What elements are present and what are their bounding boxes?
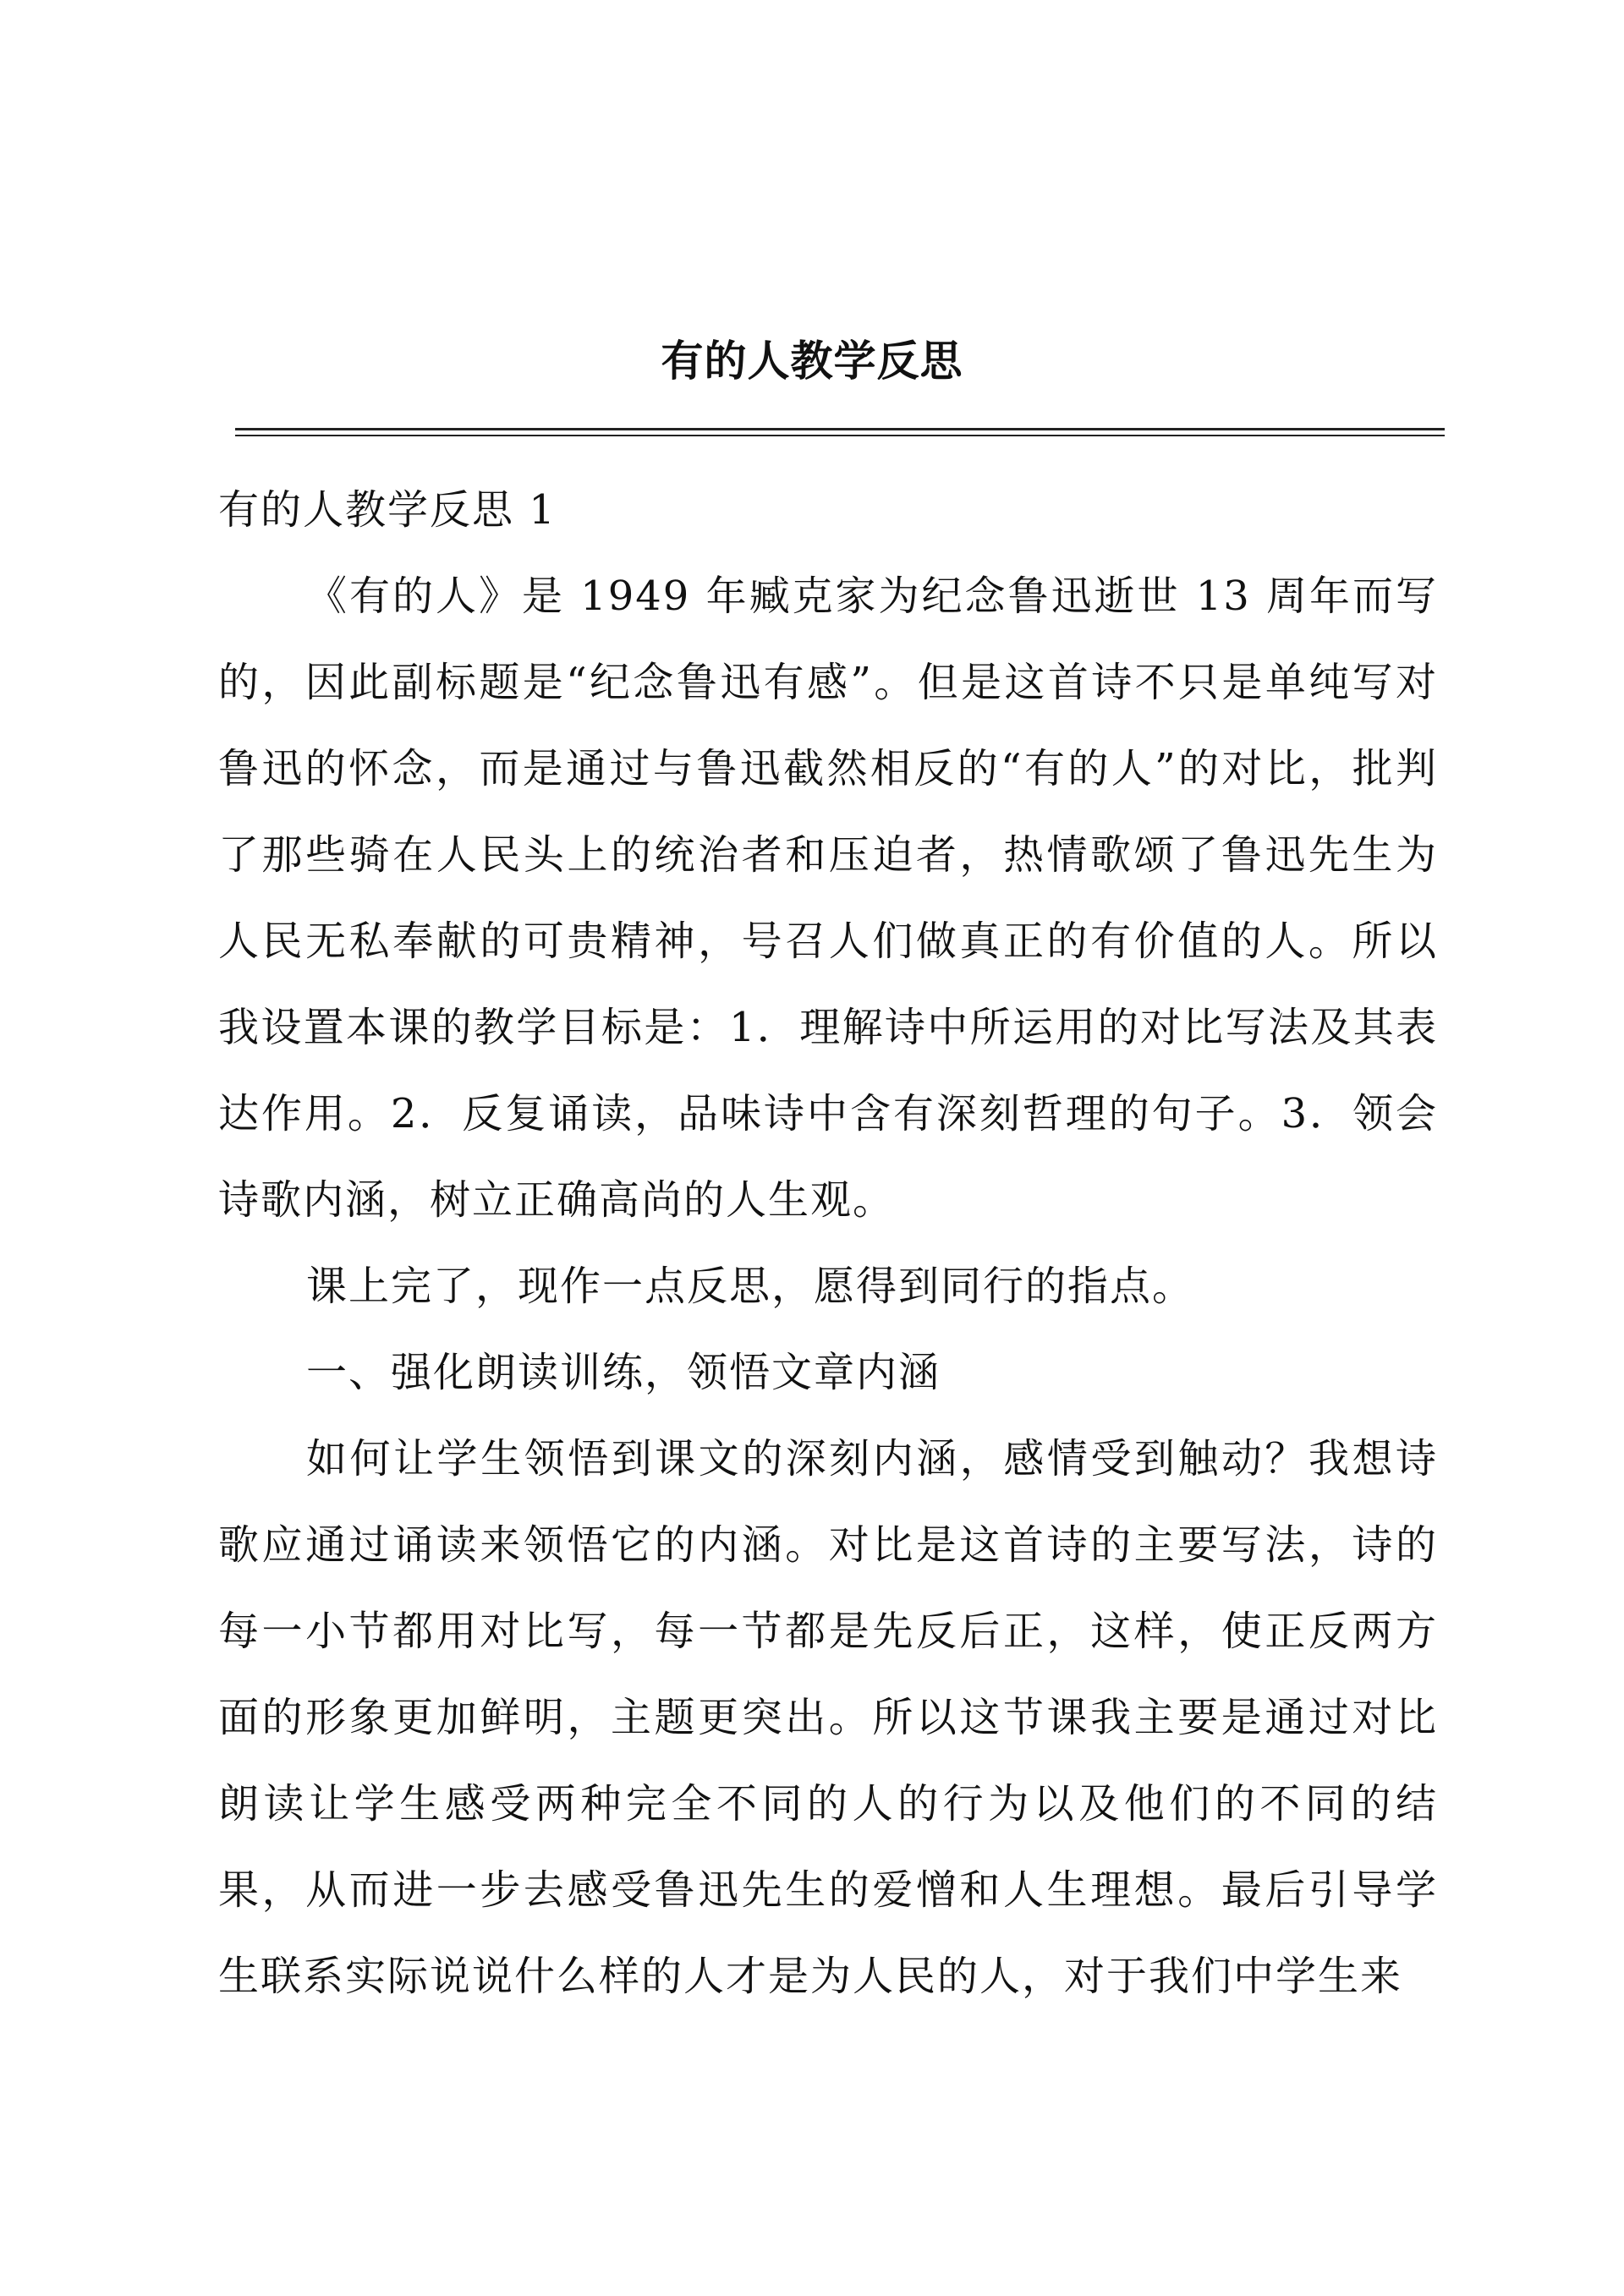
subheading: 一、强化朗读训练，领悟文章内涵 — [306, 1349, 941, 1396]
paragraph: 《有的人》是 1949 年臧克家为纪念鲁迅逝世 13 周年而写的，因此副标题是“纪念鲁迅有感”。但是这首诗不只是单纯写对鲁迅的怀念，而是通过与鲁迅截然相反的“有的人”的对比，批判了那些骑在人民头上的统治者和压迫者，热情歌颂了鲁迅先生为人民无私奉献的可贵精神，号召人们做真正的有价值的人。所以我设置本课的教学目标是：1．理解诗中所运用的对比写法及其表达作用。2．反复诵读，品味诗中含有深刻哲理的句子。3．领会诗歌内涵，树立正确高尚的人生观。 — [218, 573, 1438, 1224]
document-title: 有的人教学反思 — [661, 336, 963, 386]
document-body — [218, 467, 1438, 2019]
paragraph: 如何让学生领悟到课文的深刻内涵，感情受到触动？我想诗歌应通过诵读来领悟它的内涵。对比是这首诗的主要写法，诗的每一小节都用对比写，每一节都是先反后正，这样，使正反两方面的形象更加鲜明，主题更突出。所以这节课我主要是通过对比朗读让学生感受两种完全不同的人的行为以及他们的不同的结果，从而进一步去感受鲁迅先生的爱憎和人生理想。最后引导学生联系实际说说什么样的人才是为人民的人，对于我们中学生来 — [218, 1435, 1438, 2000]
title-divider — [235, 428, 1445, 436]
section-heading: 有的人教学反思 1 — [218, 486, 557, 534]
paragraph: 课上完了，现作一点反思，愿得到同行的指点。 — [306, 1263, 1195, 1310]
